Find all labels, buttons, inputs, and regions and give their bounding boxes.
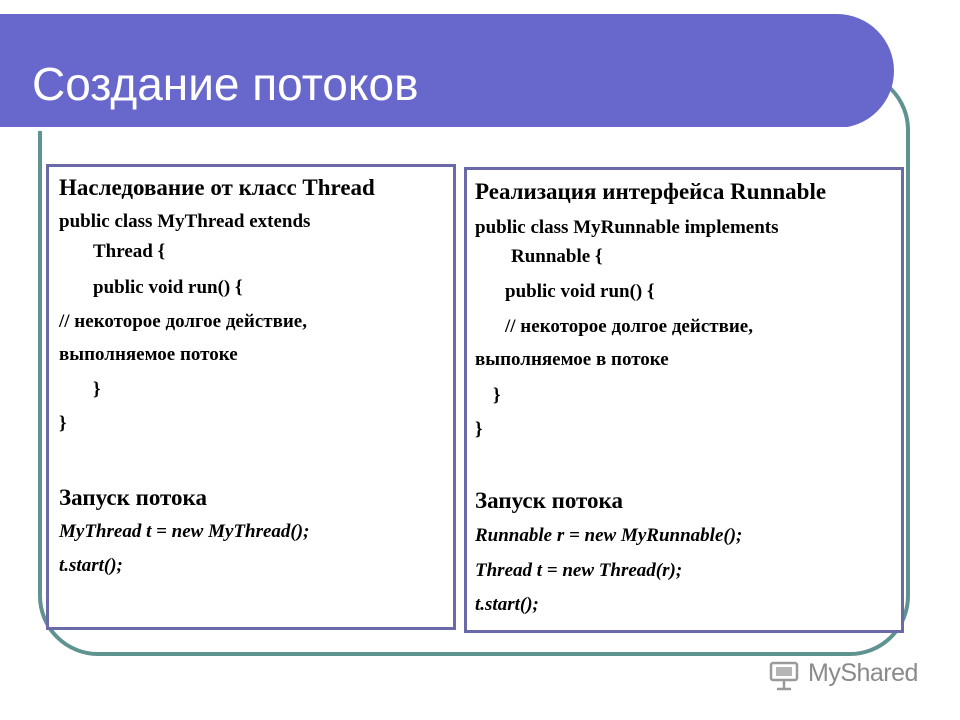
right-code-line: public class MyRunnable implements: [475, 217, 779, 238]
title-underline: [0, 127, 848, 131]
left-code-line: public void run() {: [93, 277, 243, 298]
right-launch-heading: Запуск потока: [475, 488, 623, 513]
right-panel-runnable-interface: [464, 167, 904, 633]
left-code-line: public class MyThread extends: [59, 211, 311, 232]
left-code-line: }: [93, 379, 101, 400]
left-code-line: выполняемое потоке: [59, 344, 238, 365]
myshared-watermark: [768, 656, 928, 696]
slide-title: Создание потоков: [32, 58, 419, 110]
left-launch-line: MyThread t = new MyThread();: [59, 521, 310, 542]
watermark-text: MyShared: [808, 659, 918, 687]
right-code-line: выполняемое в потоке: [475, 349, 669, 370]
right-code-line: }: [475, 419, 483, 440]
presentation-board-icon: [768, 658, 802, 692]
left-launch-heading: Запуск потока: [59, 485, 207, 510]
right-code-line: }: [493, 385, 501, 406]
right-launch-line: t.start();: [475, 594, 539, 615]
right-panel-heading: Реализация интерфейса Runnable: [475, 179, 827, 204]
right-code-line: Runnable {: [511, 246, 603, 267]
right-code-line: public void run() {: [505, 281, 655, 302]
left-panel-thread-inheritance: [46, 164, 456, 630]
right-launch-line: Thread t = new Thread(r);: [475, 560, 683, 581]
right-launch-line: Runnable r = new MyRunnable();: [475, 525, 743, 546]
left-code-line: }: [59, 413, 67, 434]
left-code-line: // некоторое долгое действие,: [59, 311, 307, 332]
title-bar: [0, 14, 894, 128]
left-launch-line: t.start();: [59, 555, 123, 576]
left-panel-heading: Наследование от класс Thread: [59, 175, 375, 200]
right-code-line: // некоторое долгое действие,: [505, 316, 753, 337]
left-code-line: Thread {: [93, 241, 166, 262]
